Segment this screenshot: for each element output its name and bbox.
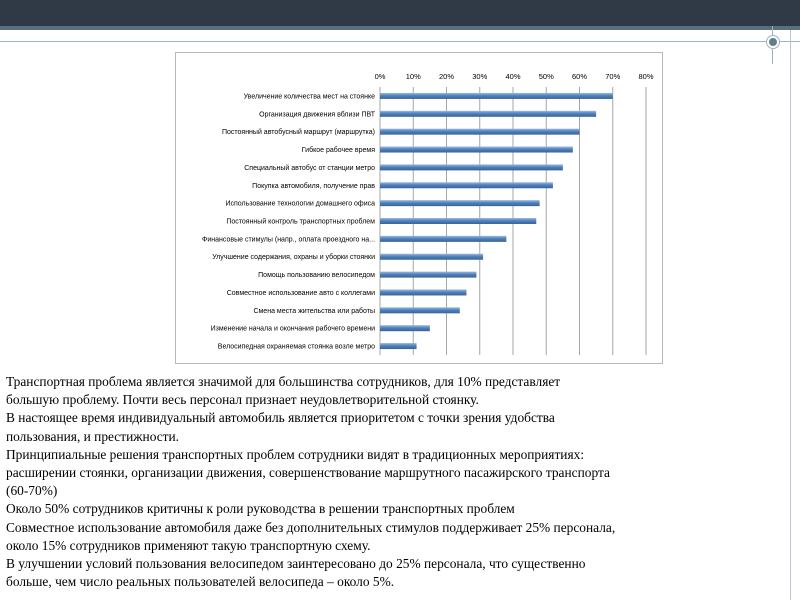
x-tick-label: 80% bbox=[638, 72, 654, 81]
bar bbox=[380, 129, 580, 135]
x-tick-label: 50% bbox=[538, 72, 554, 81]
x-tick-label: 70% bbox=[605, 72, 621, 81]
category-label: Смена места жительства или работы bbox=[253, 307, 375, 315]
text-line-3: В настоящее время индивидуальный автомобиль является приоритетом с точки зрения удобства bbox=[6, 410, 555, 426]
category-label: Увеличение количества мест на стоянке bbox=[243, 93, 375, 101]
header-band bbox=[0, 0, 800, 26]
category-label: Велосипедная охраняемая стоянка возле метро bbox=[217, 343, 375, 351]
category-label: Помощь пользованию велосипедом bbox=[258, 272, 375, 280]
category-label: Улучшение содержания, охраны и уборки стоянки bbox=[212, 254, 375, 262]
bar bbox=[380, 236, 506, 242]
text-line-5: Принципиальные решения транспортных проблем сотрудники видят в традиционных мероприятиях: bbox=[6, 446, 585, 462]
category-label: Специальный автобус от станции метро bbox=[244, 164, 375, 172]
text-line-2: большую проблему. Почти весь персонал признает неудовлетворительной стоянку. bbox=[6, 392, 479, 408]
bar bbox=[380, 164, 563, 170]
bar bbox=[380, 272, 476, 278]
category-label: Совместное использование авто с коллегами bbox=[226, 289, 375, 297]
category-label: Финансовые стимулы (напр., оплата проездного на... bbox=[202, 236, 375, 244]
category-label: Использование технологии домашнего офиса bbox=[225, 200, 375, 208]
bar bbox=[380, 182, 553, 188]
text-line-4: пользования, и престижности. bbox=[6, 428, 180, 444]
x-tick-label: 0% bbox=[374, 72, 386, 81]
category-label: Организация движения вблизи ПВТ bbox=[259, 111, 375, 119]
chart-frame bbox=[175, 52, 663, 364]
bar-chart bbox=[176, 53, 662, 363]
text-line-11: В улучшении условий пользования велосипедом заинтересовано до 25% персонала, что существенно bbox=[6, 556, 586, 572]
category-label: Изменение начала и окончания рабочего времени bbox=[210, 325, 375, 333]
bar bbox=[380, 147, 573, 153]
category-label: Гибкое рабочее время bbox=[301, 147, 375, 155]
text-line-9: Совместное использование автомобиля даже без дополнительных стимулов поддерживает 25% персонала, bbox=[6, 519, 616, 535]
body-text bbox=[6, 373, 791, 591]
decorative-line bbox=[0, 41, 720, 42]
bar bbox=[380, 218, 536, 224]
text-line-12: больше, чем число реальных пользователей велосипеда – около 5%. bbox=[6, 574, 395, 590]
text-line-7: (60-70%) bbox=[6, 483, 58, 499]
bar bbox=[380, 93, 613, 99]
category-label: Постоянный автобусный маршрут (маршрутка) bbox=[221, 129, 375, 137]
bar bbox=[380, 289, 466, 295]
bar bbox=[380, 111, 596, 117]
text-line-1: Транспортная проблема является значимой для большинства сотрудников, для 10% представляет bbox=[6, 374, 561, 389]
x-tick-label: 20% bbox=[438, 72, 455, 81]
text-line-8: Около 50% сотрудников критичны к роли руководства в решении транспортных проблем bbox=[6, 501, 515, 517]
x-tick-label: 40% bbox=[505, 72, 521, 81]
x-tick-label: 30% bbox=[472, 72, 488, 81]
bar bbox=[380, 200, 540, 206]
bar bbox=[380, 325, 430, 331]
decorative-dot bbox=[767, 36, 779, 48]
header-stripe bbox=[0, 26, 800, 30]
bar bbox=[380, 307, 460, 313]
text-line-6: расширении стоянки, организации движения, совершенствование маршрутного пасажирского транспорта bbox=[6, 465, 610, 481]
category-label: Постоянный контроль транспортных проблем bbox=[226, 218, 375, 226]
decorative-line-right bbox=[720, 41, 800, 42]
x-tick-label: 10% bbox=[405, 72, 421, 81]
x-tick-label: 60% bbox=[571, 72, 588, 81]
bar bbox=[380, 343, 417, 349]
bar bbox=[380, 254, 483, 260]
category-label: Покупка автомобиля, получение прав bbox=[252, 182, 375, 190]
text-line-10: около 15% сотрудников применяют такую транспортную схему. bbox=[6, 537, 371, 553]
